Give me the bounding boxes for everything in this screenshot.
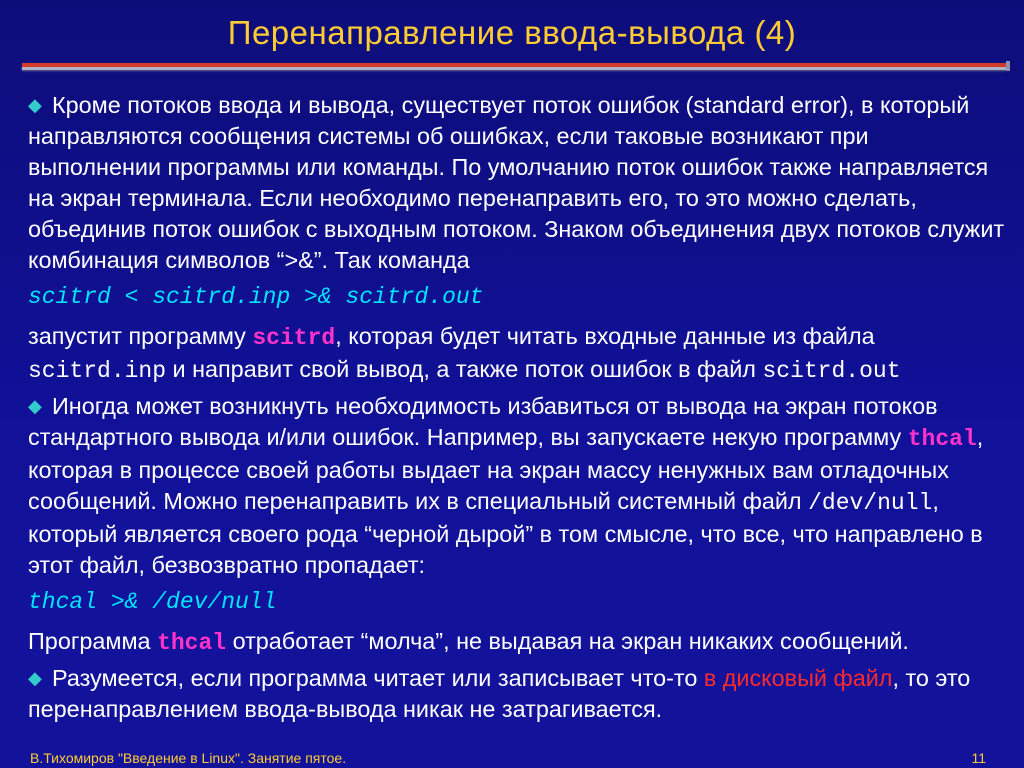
text-run: запустит программу xyxy=(28,323,253,349)
program-name-thcal: thcal xyxy=(907,426,977,452)
slide-title: Перенаправление ввода-вывода (4) xyxy=(227,14,797,51)
code-example-scitrd: scitrd < scitrd.inp >& scitrd.out xyxy=(28,284,484,310)
text-run: , то это перенаправлением ввода-вывода никак не затрагивается. xyxy=(28,665,971,722)
slide-content xyxy=(28,90,1008,725)
paragraph-stderr xyxy=(28,90,1008,276)
footer-course-title: В.Тихомиров "Введение в Linux". Занятие пятое. xyxy=(30,750,347,766)
program-name-thcal: thcal xyxy=(157,630,227,656)
paragraph-scitrd-explain xyxy=(28,321,1008,387)
paragraph-text: Кроме потоков ввода и вывода, существует поток ошибок (standard error), в который направляются сообщения системы об ошибках, если таковые возникают при выполнении программы или команды. По умолчанию поток ошибок также направляется на экран терминала. Если необходимо перенаправить его, то это можно сделать, объединив поток ошибок с выходным потоком. Знаком объединения двух потоков служит комбинация символов “>&”. Так команда xyxy=(28,92,1005,273)
text-run: Программа xyxy=(28,628,158,654)
footer-page-number: 11 xyxy=(971,750,986,766)
text-run: , которая будет читать входные данные из файла xyxy=(335,323,875,349)
text-run: Разумеется, если программа читает или записывает что-то xyxy=(52,665,704,691)
code-example-thcal: thcal >& /dev/null xyxy=(28,589,277,615)
text-run: отработает “молча”, не выдавая на экран никаких сообщений. xyxy=(226,628,909,654)
text-run: Иногда может возникнуть необходимость избавиться от вывода на экран потоков стандартного вывода и/или ошибок. Например, вы запускаете некую программу xyxy=(28,393,938,450)
paragraph-dev-null xyxy=(28,391,1008,581)
file-name-dev-null: /dev/null xyxy=(808,490,933,516)
diamond-bullet-icon: ◆ xyxy=(28,396,42,416)
paragraph-thcal-silent xyxy=(28,626,1008,659)
title-divider xyxy=(22,63,1006,67)
file-name-input: scitrd.inp xyxy=(28,358,167,384)
diamond-bullet-icon: ◆ xyxy=(28,95,42,115)
diamond-bullet-icon: ◆ xyxy=(28,668,42,688)
text-run: , которая в процессе своей работы выдает на экран массу ненужных вам отладочных сообщений. Можно перенаправить их в специальный системный файл xyxy=(28,424,984,514)
paragraph-disk-file xyxy=(28,663,1008,725)
file-name-output: scitrd.out xyxy=(762,358,901,384)
program-name-scitrd: scitrd xyxy=(252,325,336,351)
text-run: и направит свой вывод, а также поток ошибок в файл xyxy=(166,356,763,382)
highlight-disk-file: в дисковый файл xyxy=(703,665,893,691)
text-run: , который является своего рода “черной дырой” в том смысле, что все, что направлено в этот файл, безвозвратно пропадает: xyxy=(28,488,983,578)
